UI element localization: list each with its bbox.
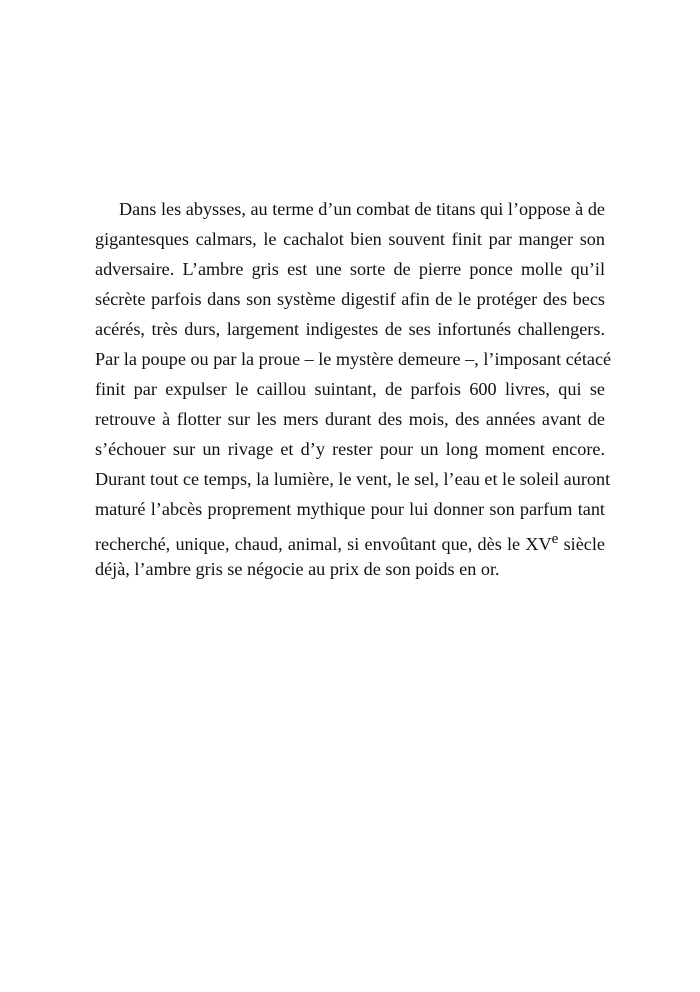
- text-line: Par la poupe ou par la proue – le mystère demeure –, l’imposant cétacé: [95, 349, 612, 369]
- text-line: acérés, très durs, largement indigestes de ses infortunés challengers.: [95, 319, 605, 339]
- text-line: finit par expulser le caillou suintant, de parfois 600 livres, qui se: [95, 379, 605, 399]
- line-text-after-superscript: siècle: [558, 534, 605, 555]
- century-superscript: e: [551, 530, 559, 547]
- text-line: sécrète parfois dans son système digestif afin de le protéger des becs: [95, 289, 605, 309]
- text-line-final: déjà, l’ambre gris se négocie au prix de son poids en or.: [95, 559, 500, 579]
- text-line: maturé l’abcès proprement mythique pour lui donner son parfum tant: [95, 499, 605, 519]
- text-line: adversaire. L’ambre gris est une sorte de pierre ponce molle qu’il: [95, 259, 605, 279]
- text-line: Durant tout ce temps, la lumière, le vent, le sel, l’eau et le soleil auront: [95, 469, 611, 489]
- text-line-with-century: [95, 524, 605, 554]
- body-paragraph: [95, 194, 612, 584]
- text-line: s’échouer sur un rivage et d’y rester pour un long moment encore.: [95, 439, 605, 459]
- text-line: retrouve à flotter sur les mers durant des mois, des années avant de: [95, 409, 605, 429]
- line-text-before-superscript: recherché, unique, chaud, animal, si envoûtant que, dès le XV: [95, 534, 552, 555]
- text-line: gigantesques calmars, le cachalot bien souvent finit par manger son: [95, 229, 605, 249]
- text-line: Dans les abysses, au terme d’un combat de titans qui l’oppose à de: [119, 199, 605, 219]
